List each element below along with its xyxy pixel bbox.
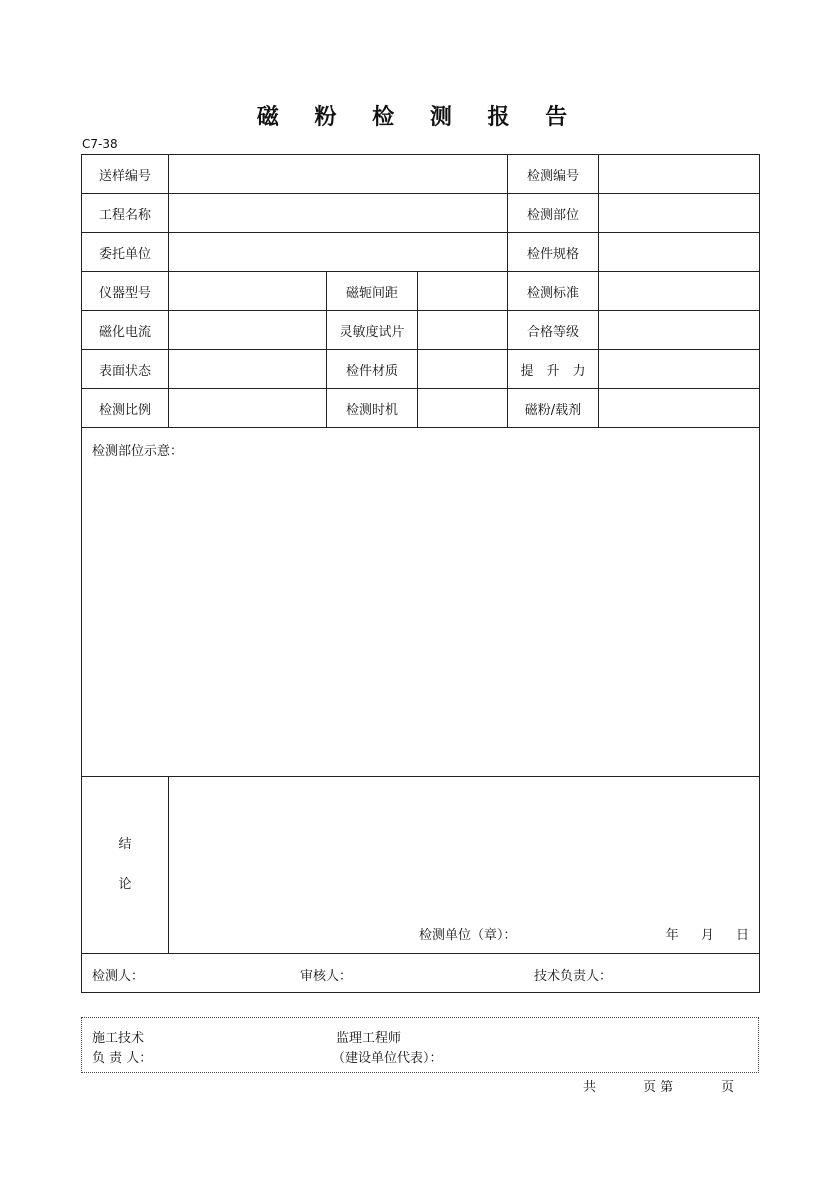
- report-form: [81, 154, 760, 993]
- instrument-model-label: 仪器型号: [82, 272, 169, 311]
- pager-total: 共: [583, 1080, 597, 1095]
- signature-cell: [82, 954, 760, 993]
- part-material-label: 检件材质: [327, 350, 418, 389]
- form-row: [82, 389, 760, 428]
- test-ratio-label: 检测比例: [82, 389, 169, 428]
- surface-condition-field[interactable]: [169, 350, 327, 389]
- test-timing-field[interactable]: [418, 389, 508, 428]
- magnetizing-current-label: 磁化电流: [82, 311, 169, 350]
- conclusion-field[interactable]: [169, 777, 760, 954]
- part-spec-label: 检件规格: [508, 233, 599, 272]
- powder-carrier-field[interactable]: [599, 389, 760, 428]
- tech-lead-label: 技术负责人：: [534, 969, 613, 984]
- instrument-model-field[interactable]: [169, 272, 327, 311]
- form-code: C7-38: [82, 137, 118, 151]
- sample-no-label: 送样编号: [82, 155, 169, 194]
- diagram-row: [82, 428, 760, 777]
- conclusion-label: [82, 777, 169, 954]
- project-name-label: 工程名称: [82, 194, 169, 233]
- acceptance-grade-label: 合格等级: [508, 311, 599, 350]
- acceptance-grade-field[interactable]: [599, 311, 760, 350]
- approval-box: [81, 1017, 759, 1073]
- surface-condition-label: 表面状态: [82, 350, 169, 389]
- yoke-spacing-label: 磁轭间距: [327, 272, 418, 311]
- signature-line: [82, 954, 759, 992]
- responsible-person-label: 负 责 人：: [92, 1051, 153, 1066]
- form-row: [82, 350, 760, 389]
- supervisor-label: 监理工程师: [336, 1031, 402, 1046]
- sensitivity-shim-label: 灵敏度试片: [327, 311, 418, 350]
- date-label: 年 月 日: [665, 928, 749, 943]
- diagram-area[interactable]: [82, 428, 760, 777]
- pager-end: 页: [721, 1080, 735, 1095]
- lifting-force-label: 提 升 力: [508, 350, 599, 389]
- part-material-field[interactable]: [418, 350, 508, 389]
- test-unit-seal-label: 检测单位（章）：: [419, 928, 517, 943]
- form-row: [82, 233, 760, 272]
- test-ratio-field[interactable]: [169, 389, 327, 428]
- form-row: [82, 272, 760, 311]
- project-name-field[interactable]: [169, 194, 508, 233]
- magnetizing-current-field[interactable]: [169, 311, 327, 350]
- yoke-spacing-field[interactable]: [418, 272, 508, 311]
- test-standard-field[interactable]: [599, 272, 760, 311]
- conclusion-label-char2: 论: [118, 877, 132, 892]
- inspector-label: 检测人：: [92, 969, 145, 984]
- test-location-field[interactable]: [599, 194, 760, 233]
- construction-tech-label: 施工技术: [92, 1031, 145, 1046]
- test-timing-label: 检测时机: [327, 389, 418, 428]
- conclusion-label-char1: 结: [118, 837, 132, 852]
- test-standard-label: 检测标准: [508, 272, 599, 311]
- test-no-field[interactable]: [599, 155, 760, 194]
- signature-row: [82, 954, 760, 993]
- form-row: [82, 311, 760, 350]
- powder-carrier-label: 磁粉/载剂: [508, 389, 599, 428]
- part-spec-field[interactable]: [599, 233, 760, 272]
- owner-rep-label: （建设单位代表）：: [332, 1051, 443, 1066]
- sensitivity-shim-field[interactable]: [418, 311, 508, 350]
- client-label: 委托单位: [82, 233, 169, 272]
- diagram-label: 检测部位示意：: [92, 444, 184, 459]
- page-title: 磁 粉 检 测 报 告: [256, 105, 582, 130]
- test-location-label: 检测部位: [508, 194, 599, 233]
- test-no-label: 检测编号: [508, 155, 599, 194]
- pager-page: 页 第: [643, 1080, 674, 1095]
- client-field[interactable]: [169, 233, 508, 272]
- form-row: [82, 194, 760, 233]
- form-row: [82, 155, 760, 194]
- conclusion-row: [82, 777, 760, 954]
- sample-no-field[interactable]: [169, 155, 508, 194]
- reviewer-label: 审核人：: [300, 969, 353, 984]
- lifting-force-field[interactable]: [599, 350, 760, 389]
